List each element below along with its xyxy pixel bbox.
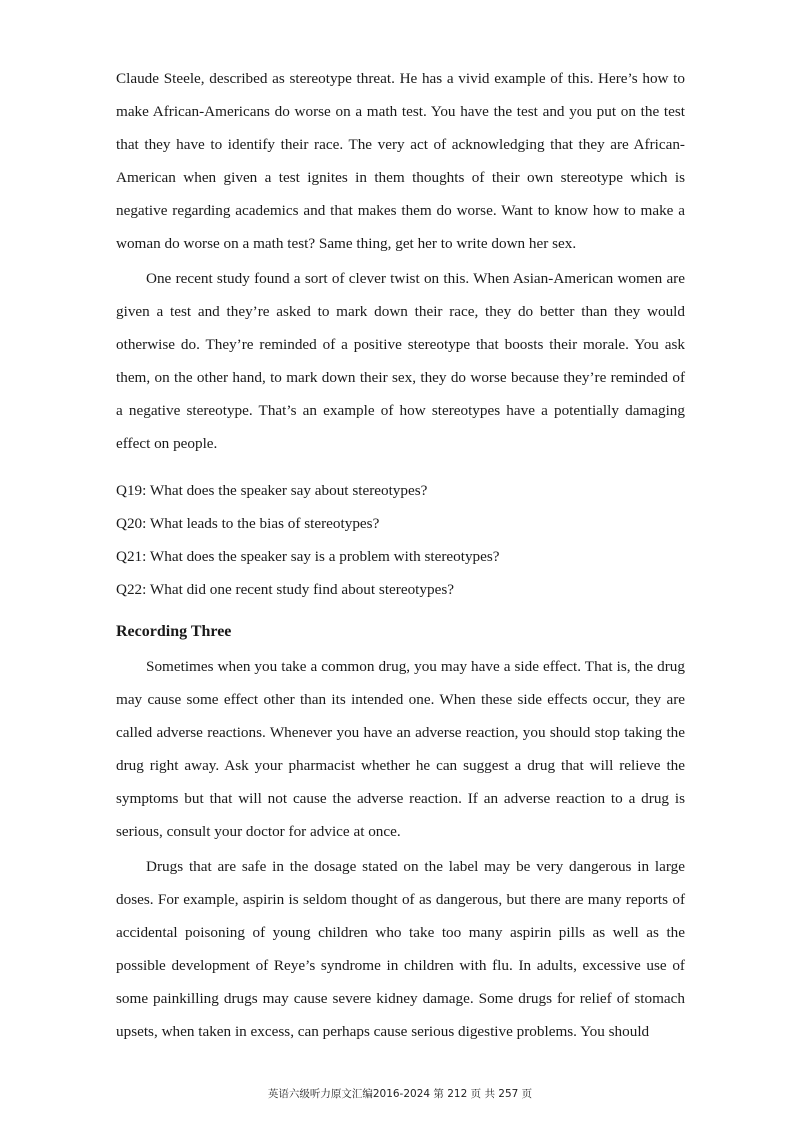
- question-list: [116, 474, 685, 606]
- question-q19: Q19: What does the speaker say about stereotypes?: [116, 482, 428, 499]
- paragraph-side-effects: Sometimes when you take a common drug, you may have a side effect. That is, the drug may cause some effect other than its intended one. When these side effects occur, they are called adverse reactions. Whenever you have an adverse reaction, you should stop taking the drug right away. Ask your pharmacist whether he can suggest a drug that will relieve the symptoms but that will not cause the adverse reaction. If an adverse reaction to a drug is serious, consult your doctor for advice at once.: [116, 658, 685, 840]
- paragraph-drug-dosage: Drugs that are safe in the dosage stated on the label may be very dangerous in large doses. For example, aspirin is seldom thought of as dangerous, but there are many reports of accidental poisoning of young children who take too many aspirin pills as well as the possible development of Reye’s syndrome in children with flu. In adults, excessive use of some painkilling drugs may cause severe kidney damage. Some drugs for relief of stomach upsets, when taken in excess, can perhaps cause serious digestive problems. You should: [116, 858, 685, 1040]
- page-footer: 英语六级听力原文汇编2016-2024 第 212 页 共 257 页: [267, 1088, 533, 1100]
- question-q20: Q20: What leads to the bias of stereotypes?: [116, 515, 380, 532]
- question-q21: Q21: What does the speaker say is a problem with stereotypes?: [116, 548, 500, 565]
- paragraph-asian-american-study: One recent study found a sort of clever twist on this. When Asian-American women are given a test and they’re asked to mark down their race, they do better than they would otherwise do. They’re reminded of a positive stereotype that boosts their morale. You ask them, on the other hand, to mark down their sex, they do worse because they’re reminded of a negative stereotype. That’s an example of how stereotypes have a potentially damaging effect on people.: [116, 270, 685, 452]
- paragraph-stereotype-threat: Claude Steele, described as stereotype threat. He has a vivid example of this. Here’s how to make African-Americans do worse on a math test. You have the test and you put on the test that they have to identify their race. The very act of acknowledging that they are African-American when given a test ignites in them thoughts of their own stereotype which is negative regarding academics and that makes them do worse. Want to know how to make a woman do worse on a math test? Same thing, get her to write down her sex.: [116, 70, 685, 252]
- question-q22: Q22: What did one recent study find about stereotypes?: [116, 581, 454, 598]
- document-page: [116, 62, 685, 1048]
- section-heading-recording-three: Recording Three: [116, 623, 232, 640]
